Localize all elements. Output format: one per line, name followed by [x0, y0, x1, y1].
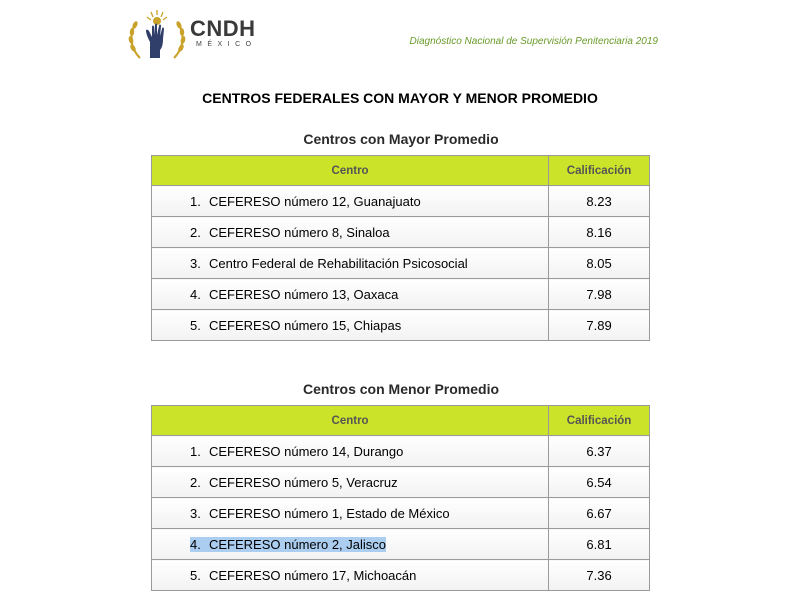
calificacion-cell: 7.98 [549, 279, 650, 310]
table-mayor-promedio [151, 155, 650, 341]
centro-cell [152, 186, 549, 217]
centro-cell [152, 217, 549, 248]
row-number: 3. [190, 255, 201, 271]
column-header-centro: Centro [152, 406, 549, 436]
column-header-calificacion: Calificación [549, 406, 650, 436]
calificacion-cell: 8.05 [549, 248, 650, 279]
calificacion-cell: 7.89 [549, 310, 650, 341]
table-row [152, 310, 650, 341]
centro-name: CEFERESO número 8, Sinaloa [209, 224, 390, 240]
centro-name: CEFERESO número 1, Estado de México [209, 505, 450, 521]
section-title-menor: Centros con Menor Promedio [302, 381, 500, 397]
table-row [152, 248, 650, 279]
calificacion-cell: 6.81 [549, 529, 650, 560]
report-title: Diagnóstico Nacional de Supervisión Penitenciaria 2019 [409, 36, 658, 47]
table-row [152, 467, 650, 498]
calificacion-cell: 6.67 [549, 498, 650, 529]
table-header-row [152, 406, 650, 436]
column-header-centro: Centro [152, 156, 549, 186]
brand-name: CNDH [190, 16, 256, 41]
table-row [152, 560, 650, 591]
centro-cell [152, 498, 549, 529]
calificacion-cell: 6.37 [549, 436, 650, 467]
centro-name: Centro Federal de Rehabilitación Psicosocial [209, 255, 468, 271]
centro-cell [152, 529, 549, 560]
row-number: 2. [190, 474, 201, 490]
calificacion-cell: 7.36 [549, 560, 650, 591]
calificacion-cell: 6.54 [549, 467, 650, 498]
table-menor-promedio [151, 405, 650, 591]
calificacion-cell: 8.16 [549, 217, 650, 248]
row-number-selected[interactable]: 4. [190, 537, 209, 552]
centro-name: CEFERESO número 14, Durango [209, 443, 404, 459]
table-row [152, 186, 650, 217]
brand [190, 18, 257, 48]
centro-name: CEFERESO número 5, Veracruz [209, 474, 398, 490]
table-header-row [152, 156, 650, 186]
page-header [0, 0, 800, 70]
row-number: 1. [190, 193, 201, 209]
row-number: 3. [190, 505, 201, 521]
section-title-mayor: Centros con Mayor Promedio [303, 131, 499, 147]
centro-name: CEFERESO número 12, Guanajuato [209, 193, 421, 209]
row-number: 1. [190, 443, 201, 459]
calificacion-cell: 8.23 [549, 186, 650, 217]
table-row [152, 436, 650, 467]
centro-name: CEFERESO número 17, Michoacán [209, 567, 417, 583]
centro-cell [152, 310, 549, 341]
centro-cell [152, 436, 549, 467]
centro-cell [152, 467, 549, 498]
brand-subtitle: MÉXICO [196, 41, 257, 48]
table-row [152, 217, 650, 248]
row-number: 5. [190, 317, 201, 333]
centro-name: CEFERESO número 15, Chiapas [209, 317, 402, 333]
page-title: CENTROS FEDERALES CON MAYOR Y MENOR PROMEDIO [202, 90, 598, 106]
row-number: 5. [190, 567, 201, 583]
cndh-logo-icon [126, 8, 188, 62]
column-header-calificacion: Calificación [549, 156, 650, 186]
centro-cell [152, 279, 549, 310]
centro-cell [152, 560, 549, 591]
table-row [152, 529, 650, 560]
table-row [152, 498, 650, 529]
centro-name: CEFERESO número 13, Oaxaca [209, 286, 399, 302]
table-row [152, 279, 650, 310]
row-number: 4. [190, 286, 201, 302]
centro-name-selected[interactable]: CEFERESO número 2, Jalisco [209, 536, 387, 552]
row-number: 2. [190, 224, 201, 240]
centro-cell [152, 248, 549, 279]
